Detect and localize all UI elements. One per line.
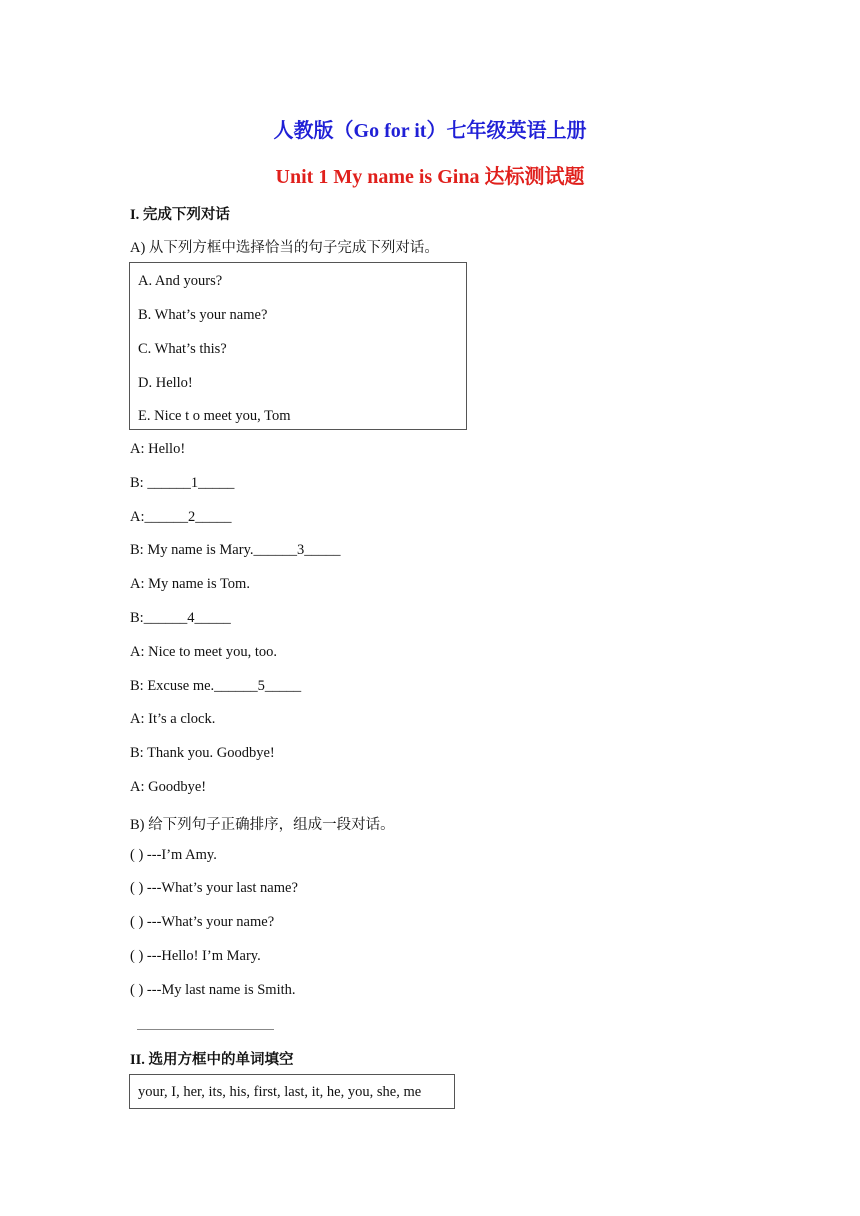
ordering-item: ( ) ---What’s your last name? [130, 880, 298, 896]
option-e: E. Nice t o meet you, Tom [138, 408, 291, 424]
ordering-item: ( ) ---My last name is Smith. [130, 982, 296, 998]
dialogue-line: A: It’s a clock. [130, 711, 216, 727]
option-a: A. And yours? [138, 273, 223, 289]
dialogue-line: A:______2_____ [130, 509, 232, 525]
section1-heading: I. 完成下列对话 [130, 207, 230, 223]
document-subtitle: Unit 1 My name is Gina 达标测试题 [275, 166, 585, 188]
dialogue-line: B:______4_____ [130, 610, 231, 626]
document-title: 人教版（Go for it）七年级英语上册 [273, 120, 587, 142]
partA-instruction: A) 从下列方框中选择恰当的句子完成下列对话。 [130, 240, 439, 256]
dialogue-line: B: Excuse me.______5_____ [130, 678, 302, 694]
dialogue-line: A: Goodbye! [130, 779, 207, 795]
option-b: B. What’s your name? [138, 307, 268, 323]
ordering-item: ( ) ---Hello! I’m Mary. [130, 948, 261, 964]
ordering-item: ( ) ---I’m Amy. [130, 847, 217, 863]
dialogue-line: B: Thank you. Goodbye! [130, 745, 275, 761]
word-box-text: your, I, her, its, his, first, last, it, he, you, she, me [138, 1084, 422, 1100]
options-box [129, 262, 467, 430]
option-c: C. What’s this? [138, 341, 227, 357]
dialogue-line: B: My name is Mary.______3_____ [130, 542, 341, 558]
dialogue-line: A: Nice to meet you, too. [130, 644, 277, 660]
partB-instruction: B) 给下列句子正确排序，组成一段对话。 [130, 817, 395, 833]
word-box [129, 1074, 455, 1109]
dialogue-line: B: ______1_____ [130, 475, 235, 491]
dialogue-line: A: Hello! [130, 441, 186, 457]
option-d: D. Hello! [138, 375, 193, 391]
section2-heading: II. 选用方框中的单词填空 [130, 1052, 294, 1068]
separator-line [137, 1029, 274, 1030]
dialogue-line: A: My name is Tom. [130, 576, 250, 592]
ordering-item: ( ) ---What’s your name? [130, 914, 275, 930]
